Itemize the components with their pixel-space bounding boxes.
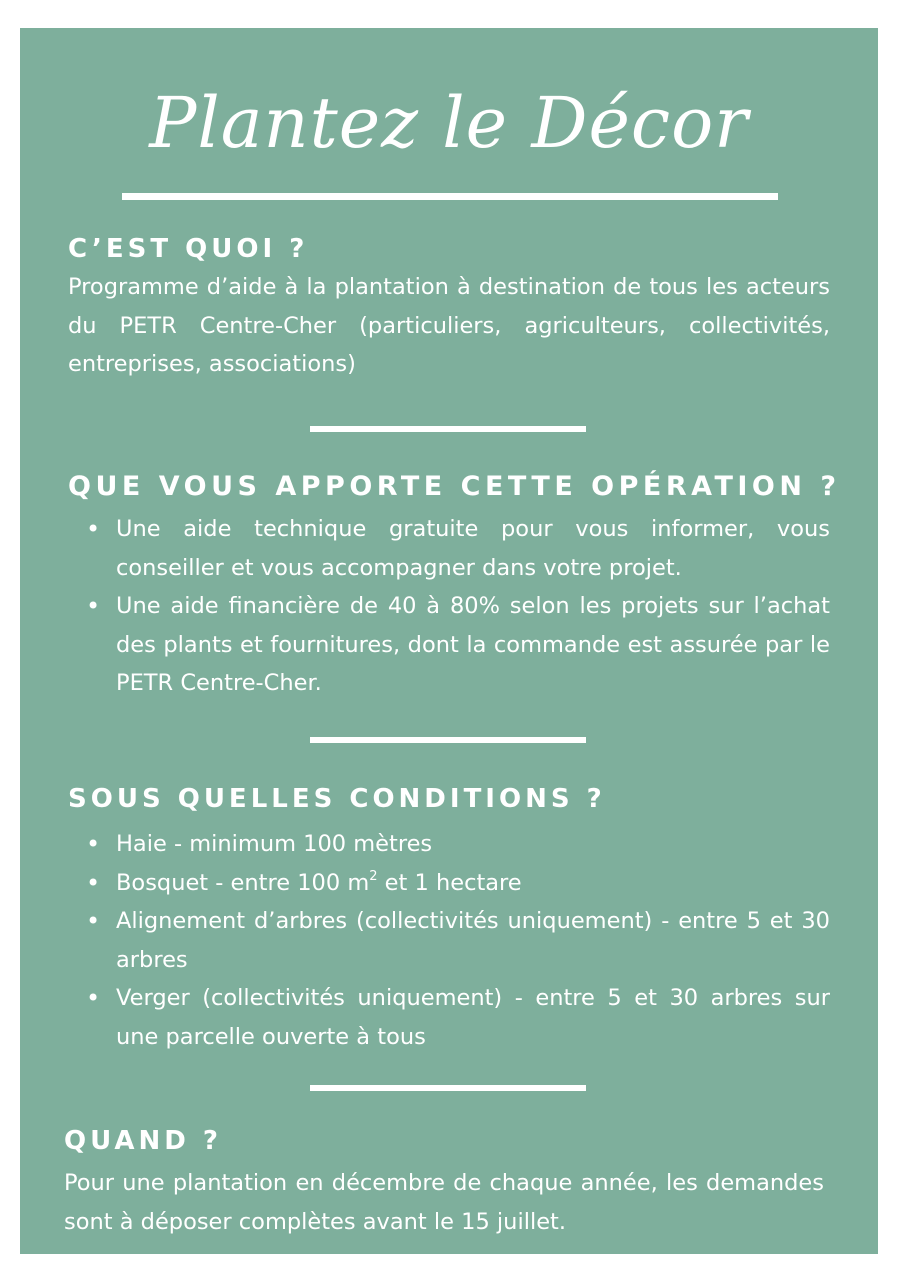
list-item-text: Verger (collectivités uniquement) - entre 5 et 30 arbres sur une parcelle ouverte à tous bbox=[116, 985, 830, 1050]
list-item-text: Une aide financière de 40 à 80% selon les projets sur l’achat des plants et fournitures, dont la commande est assurée par le PETR Centre-Cher. bbox=[116, 593, 830, 696]
bullet-icon: • bbox=[86, 907, 101, 935]
list-item-text: Haie - minimum 100 mètres bbox=[116, 831, 433, 857]
section-heading-apport: QUE VOUS APPORTE CETTE OPÉRATION ? bbox=[68, 471, 841, 502]
section-heading-conditions: SOUS QUELLES CONDITIONS ? bbox=[68, 784, 606, 814]
list-item bbox=[78, 864, 830, 903]
apport-list bbox=[78, 510, 830, 703]
conditions-list bbox=[78, 825, 830, 1056]
section-divider bbox=[310, 1085, 586, 1091]
bullet-icon: • bbox=[86, 868, 101, 897]
section-divider bbox=[310, 426, 586, 432]
list-item bbox=[78, 825, 830, 864]
list-item bbox=[78, 510, 830, 587]
section-text-quoi: Programme d’aide à la plantation à destination de tous les acteurs du PETR Centre-Cher (particuliers, agriculteurs, collectivités, entreprises, associations) bbox=[68, 274, 830, 377]
superscript: 2 bbox=[369, 868, 378, 884]
list-item-text: Alignement d’arbres (collectivités uniquement) - entre 5 et 30 arbres bbox=[116, 908, 830, 973]
bullet-icon: • bbox=[86, 830, 101, 858]
bullet-icon: • bbox=[86, 515, 101, 543]
list-item-text-after: et 1 hectare bbox=[377, 869, 522, 896]
bullet-icon: • bbox=[86, 984, 101, 1012]
list-item-text-before: Bosquet - entre 100 m bbox=[116, 869, 370, 896]
section-heading-quand: QUAND ? bbox=[64, 1126, 223, 1156]
poster-panel bbox=[20, 28, 878, 1254]
bullet-icon: • bbox=[86, 592, 101, 620]
section-heading-quoi: C’EST QUOI ? bbox=[68, 234, 309, 264]
page-title: Plantez le Décor bbox=[149, 82, 749, 164]
list-item bbox=[78, 902, 830, 979]
list-item bbox=[78, 587, 830, 703]
section-text-quand: Pour une plantation en décembre de chaque année, les demandes sont à déposer complètes avant le 15 juillet. bbox=[64, 1170, 824, 1235]
list-item-text: Une aide technique gratuite pour vous informer, vous conseiller et vous accompagner dans votre projet. bbox=[116, 516, 830, 581]
list-item bbox=[78, 979, 830, 1056]
section-divider bbox=[310, 737, 586, 743]
title-divider bbox=[122, 193, 778, 200]
